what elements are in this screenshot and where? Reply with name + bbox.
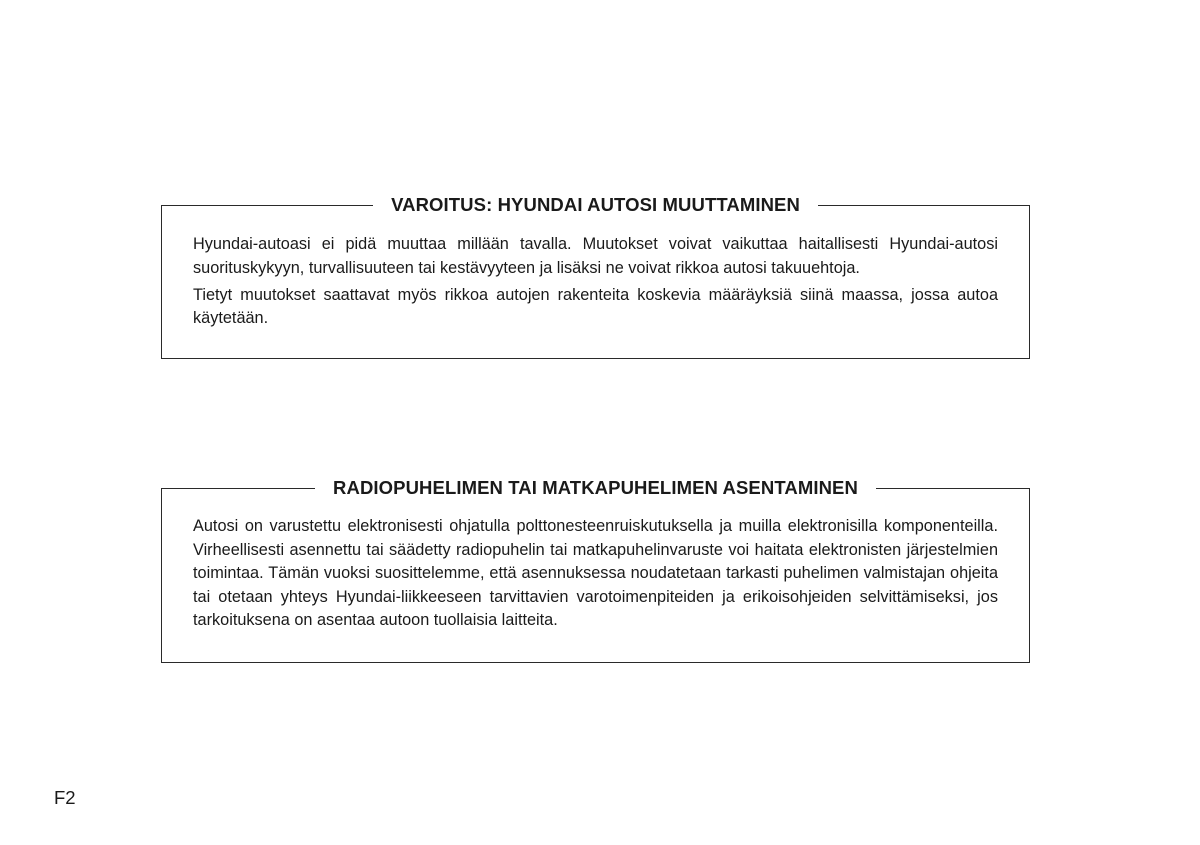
radio-phone-installation-title: RADIOPUHELIMEN TAI MATKAPUHELIMEN ASENTAMINEN	[315, 476, 876, 500]
warning-modification-paragraph: Tietyt muutokset saattavat myös rikkoa autojen rakenteita koskevia määräyksiä siinä maassa, jossa autoa käytetään.	[193, 285, 998, 327]
radio-phone-installation-box	[161, 477, 1030, 663]
page-number: F2	[54, 787, 76, 808]
warning-modification-title: VAROITUS: HYUNDAI AUTOSI MUUTTAMINEN	[373, 193, 818, 217]
warning-modification-box	[161, 194, 1030, 359]
radio-phone-installation-paragraph: Autosi on varustettu elektronisesti ohjatulla polttonesteenruiskutuksella ja muilla elektronisilla komponenteilla. Virheellisesti asennettu tai säädetty radiopuhelin tai matkapuhelinvaruste voi haitata elektronisten järjestelmien toimintaa. Tämän vuoksi suosittelemme, että asennuksessa noudatetaan tarkasti puhelimen valmistajan ohjeita tai otetaan yhteys Hyundai-liikkeeseen tarvittavien varotoimenpiteiden ja erikoisohjeiden selvittämiseksi, jos tarkoituksena on asentaa autoon tuollaisia laitteita.	[193, 517, 998, 629]
warning-modification-body	[193, 233, 998, 331]
warning-modification-paragraph: Hyundai-autoasi ei pidä muuttaa millään tavalla. Muutokset voivat vaikuttaa haitallisesti Hyundai-autosi suorituskykyyn, turvallisuuteen tai kestävyyteen ja lisäksi ne voivat rikkoa autosi takuuehtoja.	[193, 235, 998, 277]
radio-phone-installation-body	[193, 515, 998, 633]
